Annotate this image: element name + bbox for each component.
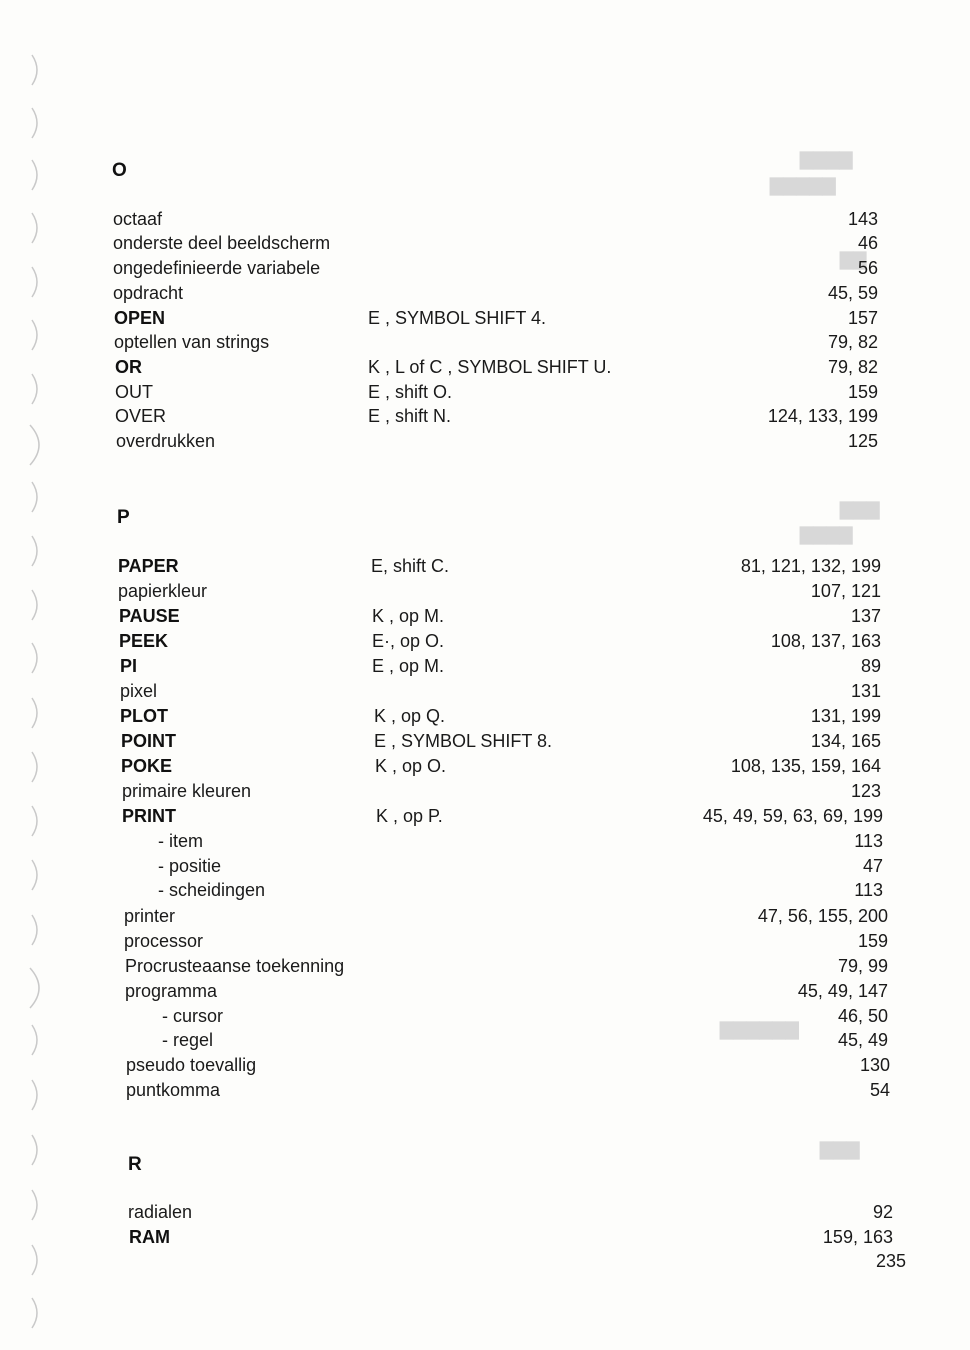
entry-keys: K , op Q. (374, 706, 446, 726)
entry-keys: E , SYMBOL SHIFT 8. (374, 731, 553, 751)
ghost-mark: ▇▇▇▇ (800, 525, 853, 544)
ghost-mark: ▇▇▇ (840, 500, 880, 519)
index-entry (0, 954, 970, 978)
section-letter-p: P (117, 507, 130, 528)
index-entry (0, 829, 970, 853)
entry-term: PAUSE (119, 606, 180, 626)
index-entry (0, 754, 970, 778)
entry-keys: K , op P. (376, 806, 443, 826)
entry-pages: 54 (869, 1080, 890, 1100)
entry-pages: 45, 59 (827, 283, 878, 303)
entry-term: opdracht (113, 283, 184, 303)
entry-term: onderste deel beeldscherm (113, 233, 331, 253)
index-entry (0, 654, 970, 678)
index-entry (0, 604, 970, 628)
page-number: 235 (876, 1251, 907, 1271)
entry-pages: 157 (847, 308, 878, 328)
entry-pages: 130 (859, 1055, 890, 1075)
index-entry (0, 256, 970, 280)
index-entry (0, 207, 970, 231)
entry-term: RAM (129, 1227, 170, 1247)
entry-pages: 108, 137, 163 (770, 631, 881, 651)
index-entry (0, 1004, 970, 1028)
entry-term: primaire kleuren (122, 781, 252, 801)
index-entry (0, 929, 970, 953)
entry-term: printer (124, 906, 176, 926)
entry-pages: 125 (847, 431, 878, 451)
entry-keys: K , op O. (375, 756, 447, 776)
entry-pages: 143 (847, 209, 878, 229)
entry-pages: 123 (850, 781, 881, 801)
index-entry (0, 330, 970, 354)
index-entry (0, 281, 970, 305)
entry-term: - item (158, 831, 203, 851)
entry-term: - positie (158, 856, 222, 876)
entry-pages: 46 (857, 233, 878, 253)
index-entry (0, 1225, 970, 1249)
entry-pages: 47, 56, 155, 200 (757, 906, 888, 926)
entry-term: processor (124, 931, 204, 951)
index-entry (0, 679, 970, 703)
index-entry (0, 779, 970, 803)
entry-term: octaaf (113, 209, 163, 229)
entry-term: OUT (115, 382, 153, 402)
entry-term: PRINT (122, 806, 176, 826)
entry-term: - regel (162, 1030, 214, 1050)
ghost-mark: ▇▇ (840, 250, 867, 269)
entry-pages: 131, 199 (810, 706, 881, 726)
entry-term: pseudo toevallig (126, 1055, 257, 1075)
index-entry (0, 878, 970, 902)
entry-keys: E , op M. (372, 656, 445, 676)
index-entry (0, 979, 970, 1003)
entry-term: PLOT (120, 706, 168, 726)
entry-keys: E, shift C. (371, 556, 450, 576)
entry-pages: 108, 135, 159, 164 (730, 756, 881, 776)
entry-pages: 47 (862, 856, 883, 876)
entry-pages: 134, 165 (810, 731, 881, 751)
entry-keys: E , shift N. (368, 406, 452, 426)
section-letter-o: O (112, 160, 127, 181)
index-entry (0, 429, 970, 453)
index-entry (0, 355, 970, 379)
entry-keys: E·, op O. (372, 631, 445, 651)
index-entry (0, 306, 970, 330)
entry-pages: 131 (850, 681, 881, 701)
ghost-mark: ▇▇▇▇ (800, 150, 853, 169)
ghost-mark: ▇▇▇▇▇ (770, 176, 836, 195)
entry-term: OR (115, 357, 142, 377)
index-entry (0, 904, 970, 928)
index-entry (0, 854, 970, 878)
index-entry (0, 629, 970, 653)
ghost-mark: ▇▇▇ (820, 1140, 860, 1159)
entry-pages: 113 (854, 880, 883, 900)
entry-keys: K , L of C , SYMBOL SHIFT U. (368, 357, 612, 377)
entry-term: - cursor (162, 1006, 224, 1026)
entry-term: - scheidingen (158, 880, 266, 900)
index-entry (0, 704, 970, 728)
entry-term: POKE (121, 756, 173, 776)
index-entry (0, 1078, 970, 1102)
entry-term: Procrusteaanse toekenning (125, 956, 345, 976)
entry-term: PI (120, 656, 138, 676)
ghost-mark: ▇▇▇▇▇▇ (720, 1020, 799, 1039)
entry-pages: 159 (857, 931, 888, 951)
entry-pages: 107, 121 (810, 581, 881, 601)
index-entry (0, 729, 970, 753)
entry-pages: 56 (857, 258, 878, 278)
entry-pages: 81, 121, 132, 199 (740, 556, 881, 576)
index-entry (0, 804, 970, 828)
entry-term: radialen (128, 1202, 193, 1222)
entry-pages: 137 (850, 606, 881, 626)
entry-term: POINT (121, 731, 177, 751)
entry-pages: 79, 82 (827, 332, 878, 352)
entry-pages: 113 (854, 831, 883, 851)
entry-term: PAPER (118, 556, 179, 576)
index-entry (0, 579, 970, 603)
entry-pages: 124, 133, 199 (767, 406, 878, 426)
section-letter-r: R (128, 1154, 142, 1175)
entry-term: OPEN (114, 308, 166, 328)
entry-term: optellen van strings (114, 332, 270, 352)
entry-pages: 79, 99 (837, 956, 888, 976)
entry-pages: 45, 49, 59, 63, 69, 199 (702, 806, 883, 826)
entry-keys: E , SYMBOL SHIFT 4. (368, 308, 547, 328)
entry-term: OVER (115, 406, 167, 426)
entry-keys: E , shift O. (368, 382, 453, 402)
entry-term: overdrukken (116, 431, 216, 451)
entry-term: programma (125, 981, 218, 1001)
entry-pages: 46, 50 (837, 1006, 888, 1026)
index-entry (0, 554, 970, 578)
entry-pages: 79, 82 (827, 357, 878, 377)
entry-pages: 45, 49, 147 (797, 981, 888, 1001)
index-entry (0, 404, 970, 428)
entry-term: ongedefinieerde variabele (113, 258, 321, 278)
index-entry (0, 231, 970, 255)
entry-pages: 45, 49 (837, 1030, 888, 1050)
entry-pages: 159 (847, 382, 878, 402)
entry-term: pixel (120, 681, 158, 701)
entry-pages: 159, 163 (822, 1227, 893, 1247)
entry-term: puntkomma (126, 1080, 221, 1100)
entry-term: papierkleur (118, 581, 208, 601)
entry-pages: 92 (872, 1202, 893, 1222)
index-entry (0, 380, 970, 404)
index-entry (0, 1053, 970, 1077)
entry-pages: 89 (860, 656, 881, 676)
entry-term: PEEK (119, 631, 169, 651)
index-entry (0, 1028, 970, 1052)
entry-keys: K , op M. (372, 606, 445, 626)
index-entry (0, 1200, 970, 1224)
